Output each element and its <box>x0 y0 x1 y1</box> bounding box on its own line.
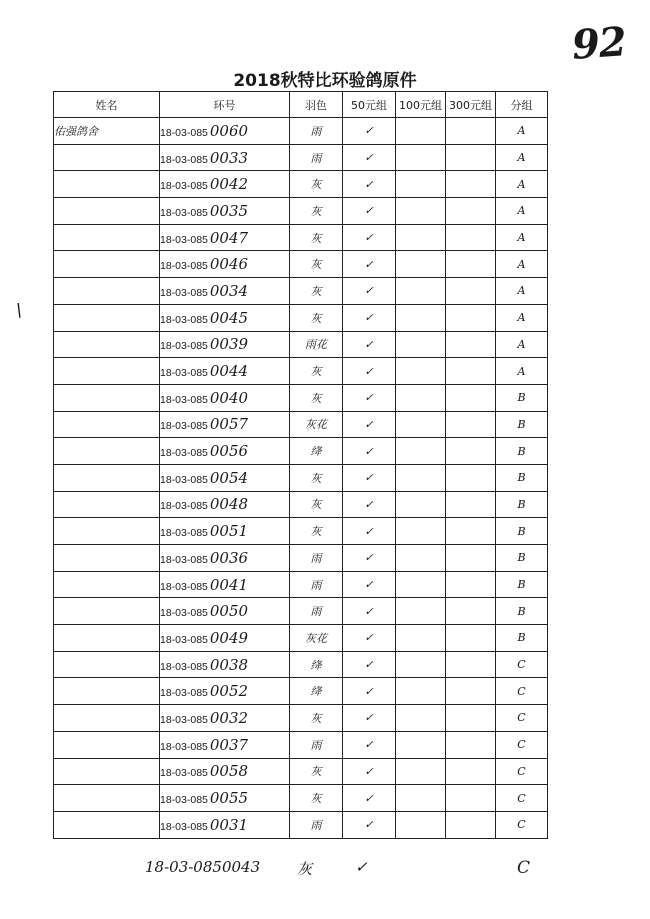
ring-prefix: 18-03-085 <box>160 180 208 193</box>
group-50-cell: ✓ <box>343 598 396 625</box>
ring-suffix: 0034 <box>209 281 249 300</box>
ring-prefix: 18-03-085 <box>160 206 208 219</box>
owner-name-cell: 佑强鸽舍 <box>54 118 160 145</box>
group-100-cell <box>396 118 446 145</box>
group-300-cell <box>446 171 496 198</box>
ring-prefix: 18-03-085 <box>160 713 208 726</box>
owner-name-cell <box>54 518 160 545</box>
owner-name-cell <box>54 464 160 491</box>
table-row <box>54 464 548 491</box>
ring-prefix: 18-03-085 <box>160 260 208 273</box>
ring-prefix: 18-03-085 <box>160 794 208 807</box>
ring-number-cell <box>160 785 290 812</box>
table-row <box>54 705 548 732</box>
ring-prefix: 18-03-085 <box>160 126 208 139</box>
table-row <box>54 678 548 705</box>
ring-suffix: 0046 <box>209 255 249 274</box>
group-letter-cell: A <box>496 144 548 171</box>
ring-suffix: 0042 <box>209 175 249 194</box>
group-300-cell <box>446 705 496 732</box>
group-50-cell: ✓ <box>343 785 396 812</box>
ring-prefix: 18-03-085 <box>160 607 208 620</box>
feather-color-cell: 雨 <box>290 731 343 758</box>
ring-suffix: 0039 <box>209 335 249 354</box>
group-300-cell <box>446 625 496 652</box>
feather-color-cell: 灰 <box>290 705 343 732</box>
ring-number-cell <box>160 331 290 358</box>
page-number: 92 <box>570 18 628 69</box>
group-300-cell <box>446 224 496 251</box>
table-row <box>54 278 548 305</box>
group-300-cell <box>446 331 496 358</box>
ring-suffix: 0052 <box>209 682 249 701</box>
group-letter-cell: A <box>496 358 548 385</box>
owner-name-cell <box>54 224 160 251</box>
table-body <box>54 118 548 839</box>
group-300-cell <box>446 464 496 491</box>
group-300-cell <box>446 518 496 545</box>
owner-name-cell <box>54 331 160 358</box>
group-100-cell <box>396 571 446 598</box>
owner-name-cell <box>54 811 160 838</box>
table-row <box>54 118 548 145</box>
table-row <box>54 384 548 411</box>
group-50-cell: ✓ <box>343 358 396 385</box>
table-row <box>54 224 548 251</box>
group-letter-cell: B <box>496 571 548 598</box>
group-100-cell <box>396 464 446 491</box>
group-letter-cell: C <box>496 811 548 838</box>
group-letter-cell: A <box>496 331 548 358</box>
group-50-cell: ✓ <box>343 518 396 545</box>
group-300-cell <box>446 545 496 572</box>
group-50-cell: ✓ <box>343 464 396 491</box>
feather-color-cell: 灰 <box>290 785 343 812</box>
ring-prefix: 18-03-085 <box>160 473 208 486</box>
group-50-cell: ✓ <box>343 144 396 171</box>
group-300-cell <box>446 198 496 225</box>
group-letter-cell: C <box>496 705 548 732</box>
group-100-cell <box>396 811 446 838</box>
group-100-cell <box>396 438 446 465</box>
feather-color-cell: 雨花 <box>290 331 343 358</box>
owner-name-cell <box>54 571 160 598</box>
group-50-cell: ✓ <box>343 438 396 465</box>
group-100-cell <box>396 705 446 732</box>
header-group-300: 300元组 <box>446 92 496 118</box>
group-300-cell <box>446 278 496 305</box>
ring-prefix: 18-03-085 <box>160 367 208 380</box>
group-300-cell <box>446 758 496 785</box>
group-letter-cell: A <box>496 198 548 225</box>
ring-suffix: 0038 <box>209 655 249 674</box>
feather-color-cell: 灰 <box>290 518 343 545</box>
group-letter-cell: C <box>496 678 548 705</box>
ring-suffix: 0035 <box>209 201 249 220</box>
ring-suffix: 0048 <box>209 495 249 514</box>
group-300-cell <box>446 491 496 518</box>
table-row <box>54 251 548 278</box>
group-100-cell <box>396 411 446 438</box>
ring-prefix: 18-03-085 <box>160 233 208 246</box>
ring-suffix: 0041 <box>209 575 249 594</box>
ring-suffix: 0054 <box>209 468 249 487</box>
feather-color-cell: 灰 <box>290 224 343 251</box>
group-100-cell <box>396 678 446 705</box>
ring-number-cell <box>160 198 290 225</box>
group-100-cell <box>396 198 446 225</box>
ring-suffix: 0044 <box>209 362 249 381</box>
group-100-cell <box>396 758 446 785</box>
group-50-cell: ✓ <box>343 625 396 652</box>
group-letter-cell: B <box>496 491 548 518</box>
header-color: 羽色 <box>290 92 343 118</box>
header-name: 姓名 <box>54 92 160 118</box>
feather-color-cell: 灰 <box>290 304 343 331</box>
owner-name-cell <box>54 171 160 198</box>
ring-number-cell <box>160 518 290 545</box>
feather-color-cell: 灰 <box>290 758 343 785</box>
table-row <box>54 545 548 572</box>
group-100-cell <box>396 785 446 812</box>
table-row <box>54 331 548 358</box>
ring-suffix: 0033 <box>209 148 249 167</box>
group-100-cell <box>396 518 446 545</box>
ring-number-cell <box>160 464 290 491</box>
ring-number-cell <box>160 491 290 518</box>
ring-number-cell <box>160 678 290 705</box>
feather-color-cell: 灰 <box>290 171 343 198</box>
ring-suffix: 0049 <box>209 628 249 647</box>
header-group-100: 100元组 <box>396 92 446 118</box>
feather-color-cell: 灰 <box>290 464 343 491</box>
ring-number-cell <box>160 811 290 838</box>
group-300-cell <box>446 731 496 758</box>
ring-suffix: 0058 <box>209 762 249 781</box>
ring-suffix: 0045 <box>209 308 249 327</box>
group-50-cell: ✓ <box>343 705 396 732</box>
owner-name-cell <box>54 545 160 572</box>
group-100-cell <box>396 331 446 358</box>
owner-name-cell <box>54 144 160 171</box>
group-50-cell: ✓ <box>343 278 396 305</box>
table-row <box>54 304 548 331</box>
header-group-50: 50元组 <box>343 92 396 118</box>
owner-name-cell <box>54 304 160 331</box>
table-row <box>54 518 548 545</box>
group-50-cell: ✓ <box>343 411 396 438</box>
ring-number-cell <box>160 705 290 732</box>
group-300-cell <box>446 411 496 438</box>
table-row <box>54 731 548 758</box>
group-letter-cell: A <box>496 251 548 278</box>
group-50-cell: ✓ <box>343 758 396 785</box>
extra-group-letter: C <box>517 858 531 878</box>
group-100-cell <box>396 731 446 758</box>
owner-name-cell <box>54 491 160 518</box>
feather-color-cell: 灰 <box>290 251 343 278</box>
group-letter-cell: B <box>496 625 548 652</box>
feather-color-cell: 雨 <box>290 545 343 572</box>
group-100-cell <box>396 625 446 652</box>
owner-name-cell <box>54 358 160 385</box>
group-100-cell <box>396 384 446 411</box>
ring-suffix: 0056 <box>209 442 249 461</box>
feather-color-cell: 灰花 <box>290 625 343 652</box>
group-50-cell: ✓ <box>343 384 396 411</box>
group-50-cell: ✓ <box>343 811 396 838</box>
group-50-cell: ✓ <box>343 251 396 278</box>
group-50-cell: ✓ <box>343 545 396 572</box>
ring-prefix: 18-03-085 <box>160 313 208 326</box>
feather-color-cell: 灰 <box>290 278 343 305</box>
ring-suffix: 0037 <box>209 735 249 754</box>
group-300-cell <box>446 571 496 598</box>
owner-name-cell <box>54 411 160 438</box>
group-300-cell <box>446 144 496 171</box>
group-300-cell <box>446 251 496 278</box>
header-row <box>54 92 548 118</box>
ring-number-cell <box>160 144 290 171</box>
ring-number-cell <box>160 438 290 465</box>
table-row <box>54 758 548 785</box>
extra-ring-number: 18-03-0850043 <box>145 858 261 876</box>
table-row <box>54 144 548 171</box>
group-50-cell: ✓ <box>343 571 396 598</box>
owner-name-cell <box>54 731 160 758</box>
ring-number-cell <box>160 651 290 678</box>
ring-prefix: 18-03-085 <box>160 633 208 646</box>
feather-color-cell: 绛 <box>290 651 343 678</box>
group-100-cell <box>396 171 446 198</box>
ring-suffix: 0032 <box>209 708 249 727</box>
extra-handwritten-row <box>145 858 565 884</box>
pigeon-registration-table <box>53 91 548 839</box>
owner-name-cell <box>54 651 160 678</box>
table-row <box>54 598 548 625</box>
ring-prefix: 18-03-085 <box>160 340 208 353</box>
group-letter-cell: C <box>496 758 548 785</box>
ring-suffix: 0040 <box>209 388 249 407</box>
group-letter-cell: A <box>496 304 548 331</box>
ring-prefix: 18-03-085 <box>160 153 208 166</box>
group-letter-cell: A <box>496 171 548 198</box>
group-300-cell <box>446 678 496 705</box>
feather-color-cell: 雨 <box>290 811 343 838</box>
ring-prefix: 18-03-085 <box>160 820 208 833</box>
group-100-cell <box>396 491 446 518</box>
ring-suffix: 0060 <box>209 121 249 140</box>
ring-prefix: 18-03-085 <box>160 687 208 700</box>
ring-prefix: 18-03-085 <box>160 420 208 433</box>
ring-prefix: 18-03-085 <box>160 447 208 460</box>
table-row <box>54 198 548 225</box>
owner-name-cell <box>54 251 160 278</box>
group-300-cell <box>446 785 496 812</box>
page-title: 2018秋特比环验鸽原件 <box>233 71 417 91</box>
extra-check-mark: ✓ <box>355 858 368 876</box>
table-row <box>54 171 548 198</box>
group-letter-cell: B <box>496 545 548 572</box>
group-letter-cell: B <box>496 384 548 411</box>
ring-number-cell <box>160 118 290 145</box>
feather-color-cell: 雨 <box>290 144 343 171</box>
ring-prefix: 18-03-085 <box>160 527 208 540</box>
group-letter-cell: C <box>496 731 548 758</box>
ring-suffix: 0055 <box>209 789 249 808</box>
group-50-cell: ✓ <box>343 491 396 518</box>
ring-number-cell <box>160 251 290 278</box>
table-row <box>54 571 548 598</box>
feather-color-cell: 绛 <box>290 678 343 705</box>
header-ring: 环号 <box>160 92 290 118</box>
ring-prefix: 18-03-085 <box>160 740 208 753</box>
owner-name-cell <box>54 198 160 225</box>
ring-number-cell <box>160 278 290 305</box>
group-300-cell <box>446 118 496 145</box>
ring-number-cell <box>160 571 290 598</box>
ring-prefix: 18-03-085 <box>160 500 208 513</box>
group-50-cell: ✓ <box>343 331 396 358</box>
feather-color-cell: 灰花 <box>290 411 343 438</box>
group-letter-cell: B <box>496 464 548 491</box>
owner-name-cell <box>54 758 160 785</box>
feather-color-cell: 灰 <box>290 384 343 411</box>
feather-color-cell: 灰 <box>290 198 343 225</box>
ring-suffix: 0057 <box>209 415 249 434</box>
group-letter-cell: B <box>496 598 548 625</box>
group-100-cell <box>396 144 446 171</box>
owner-name-cell <box>54 384 160 411</box>
group-letter-cell: C <box>496 651 548 678</box>
group-100-cell <box>396 278 446 305</box>
owner-name-cell <box>54 678 160 705</box>
feather-color-cell: 雨 <box>290 598 343 625</box>
ring-suffix: 0047 <box>209 228 249 247</box>
table-row <box>54 811 548 838</box>
group-50-cell: ✓ <box>343 224 396 251</box>
group-100-cell <box>396 651 446 678</box>
ring-prefix: 18-03-085 <box>160 767 208 780</box>
ring-suffix: 0050 <box>209 602 249 621</box>
table-row <box>54 785 548 812</box>
ring-prefix: 18-03-085 <box>160 580 208 593</box>
group-100-cell <box>396 545 446 572</box>
ring-suffix: 0051 <box>209 522 249 541</box>
table-row <box>54 491 548 518</box>
group-50-cell: ✓ <box>343 118 396 145</box>
group-letter-cell: C <box>496 785 548 812</box>
group-letter-cell: A <box>496 224 548 251</box>
group-50-cell: ✓ <box>343 731 396 758</box>
ring-suffix: 0031 <box>209 815 249 834</box>
extra-feather-color: 灰 <box>297 860 313 878</box>
table-row <box>54 625 548 652</box>
group-50-cell: ✓ <box>343 304 396 331</box>
group-letter-cell: A <box>496 118 548 145</box>
group-100-cell <box>396 224 446 251</box>
ring-number-cell <box>160 411 290 438</box>
group-300-cell <box>446 438 496 465</box>
ring-prefix: 18-03-085 <box>160 393 208 406</box>
ring-number-cell <box>160 625 290 652</box>
group-300-cell <box>446 598 496 625</box>
table-row <box>54 358 548 385</box>
owner-name-cell <box>54 598 160 625</box>
group-300-cell <box>446 358 496 385</box>
group-letter-cell: B <box>496 411 548 438</box>
feather-color-cell: 雨 <box>290 118 343 145</box>
ring-prefix: 18-03-085 <box>160 286 208 299</box>
group-letter-cell: B <box>496 438 548 465</box>
ring-suffix: 0036 <box>209 548 249 567</box>
table-row <box>54 411 548 438</box>
group-50-cell: ✓ <box>343 198 396 225</box>
group-100-cell <box>396 598 446 625</box>
table-row <box>54 438 548 465</box>
ring-prefix: 18-03-085 <box>160 553 208 566</box>
ring-number-cell <box>160 545 290 572</box>
group-50-cell: ✓ <box>343 678 396 705</box>
owner-name-cell <box>54 785 160 812</box>
ring-number-cell <box>160 731 290 758</box>
group-300-cell <box>446 304 496 331</box>
feather-color-cell: 灰 <box>290 491 343 518</box>
group-letter-cell: B <box>496 518 548 545</box>
group-50-cell: ✓ <box>343 171 396 198</box>
group-300-cell <box>446 811 496 838</box>
group-50-cell: ✓ <box>343 651 396 678</box>
owner-name-cell <box>54 438 160 465</box>
ring-number-cell <box>160 358 290 385</box>
ring-number-cell <box>160 598 290 625</box>
feather-color-cell: 雨 <box>290 571 343 598</box>
owner-name-cell <box>54 278 160 305</box>
group-100-cell <box>396 358 446 385</box>
ring-number-cell <box>160 304 290 331</box>
group-100-cell <box>396 251 446 278</box>
owner-name-cell <box>54 625 160 652</box>
group-300-cell <box>446 651 496 678</box>
ring-number-cell <box>160 171 290 198</box>
ring-prefix: 18-03-085 <box>160 660 208 673</box>
owner-name-cell <box>54 705 160 732</box>
table-row <box>54 651 548 678</box>
feather-color-cell: 绛 <box>290 438 343 465</box>
group-300-cell <box>446 384 496 411</box>
group-letter-cell: A <box>496 278 548 305</box>
ring-number-cell <box>160 224 290 251</box>
ring-number-cell <box>160 758 290 785</box>
feather-color-cell: 灰 <box>290 358 343 385</box>
ring-number-cell <box>160 384 290 411</box>
stray-pen-mark: \ <box>16 300 23 321</box>
header-group: 分组 <box>496 92 548 118</box>
group-100-cell <box>396 304 446 331</box>
